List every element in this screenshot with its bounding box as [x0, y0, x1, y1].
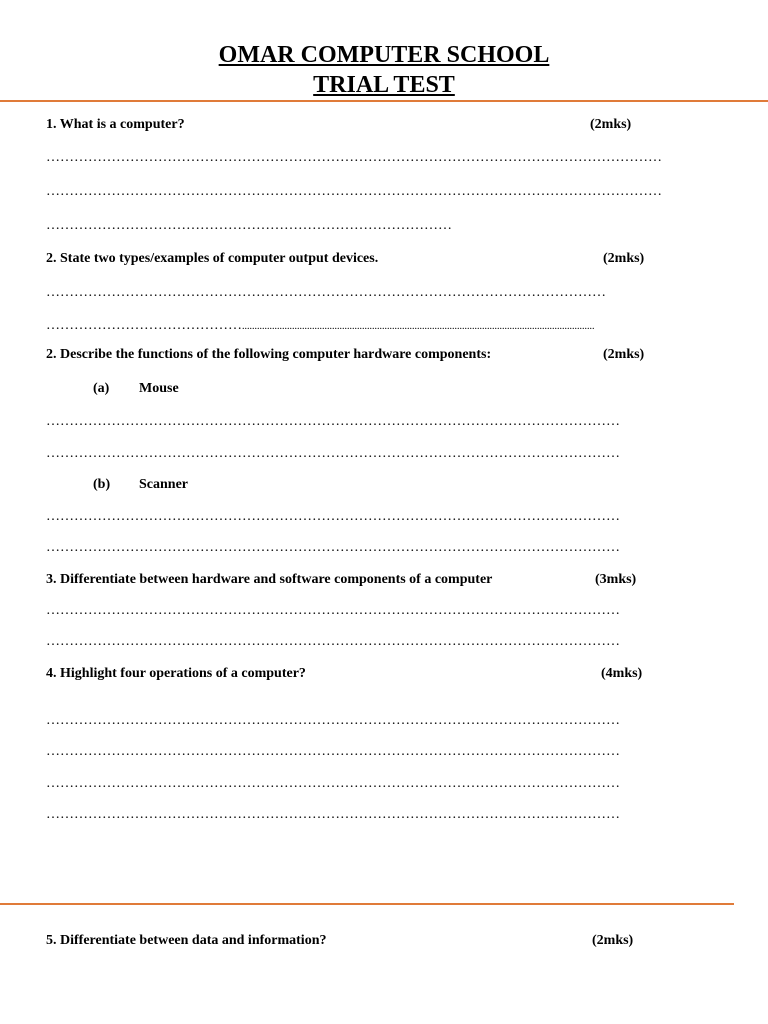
- question-3-text: 2. Describe the functions of the following computer hardware components:: [46, 347, 492, 362]
- part-a-text: Mouse: [139, 381, 179, 396]
- question-3-marks: (2mks): [603, 347, 645, 362]
- answer-line: ……………………………………………………………………………: [46, 218, 452, 233]
- question-5-text: 4. Highlight four operations of a computer?: [46, 666, 306, 681]
- part-b-text: Scanner: [139, 477, 188, 492]
- answer-line: ……………………………………………………………………………………………………………: [46, 414, 620, 429]
- answer-line: ……………………………………………………………………………………………………………: [46, 446, 620, 461]
- question-1-marks: (2mks): [590, 117, 632, 132]
- answer-line: ……………………………………………………………………………………………………………: [46, 540, 620, 555]
- part-a-label: (a): [93, 381, 110, 396]
- answer-line: ……………………………………………………………………………………………………………………: [46, 184, 662, 199]
- answer-line: ……………………………………………………………………………………………………………: [46, 509, 620, 524]
- question-6-text: 5. Differentiate between data and information?: [46, 933, 327, 948]
- answer-line: …………………………………………………………………………………………………………: [46, 285, 606, 300]
- school-title: OMAR COMPUTER SCHOOL: [218, 42, 550, 68]
- header-divider: [0, 100, 768, 102]
- question-1-text: 1. What is a computer?: [46, 117, 185, 132]
- test-title: TRIAL TEST: [313, 72, 455, 98]
- answer-line: ……………………………………………………………………………………………………………: [46, 713, 620, 728]
- part-b-label: (b): [93, 477, 111, 492]
- question-6-marks: (2mks): [592, 933, 634, 948]
- answer-line: …………………………………….............................................................................................................................................: [46, 318, 595, 333]
- answer-line: ……………………………………………………………………………………………………………: [46, 807, 620, 822]
- answer-line: ……………………………………………………………………………………………………………………: [46, 150, 662, 165]
- question-5-marks: (4mks): [601, 666, 643, 681]
- answer-line: ……………………………………………………………………………………………………………: [46, 634, 620, 649]
- question-4-text: 3. Differentiate between hardware and software components of a computer: [46, 572, 493, 587]
- answer-line: ……………………………………………………………………………………………………………: [46, 603, 620, 618]
- question-4-marks: (3mks): [595, 572, 637, 587]
- question-2-text: 2. State two types/examples of computer output devices.: [46, 251, 379, 266]
- answer-line: ……………………………………………………………………………………………………………: [46, 776, 620, 791]
- question-2-marks: (2mks): [603, 251, 645, 266]
- page-divider: [0, 903, 734, 905]
- answer-line: ……………………………………………………………………………………………………………: [46, 744, 620, 759]
